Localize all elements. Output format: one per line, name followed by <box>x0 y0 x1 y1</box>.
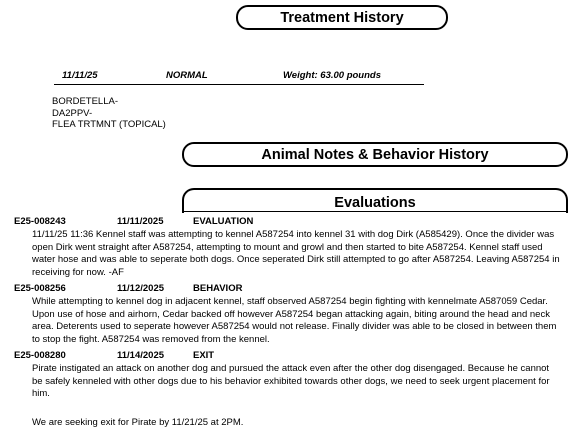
evaluations-divider <box>182 211 568 212</box>
closing-note: We are seeking exit for Pirate by 11/21/25 at 2PM. <box>32 417 244 428</box>
evaluation-type: EXIT <box>193 350 215 361</box>
evaluation-text: 11/11/25 11:36 Kennel staff was attempting to kennel A587254 into kennel 31 with dog Dirk (A585429). Once the divider was open Dirk went straight after A587254, attempting to mount and growl and then started to bite A587254. Kennel staff used water hose and was able to seperate both dogs. Once seperated Dirk still attempted to go after A587254. Leaving A587254 in receiving for now. -AF <box>32 229 560 278</box>
evaluations-header <box>182 188 568 213</box>
evaluation-id: E25-008243 <box>14 216 66 227</box>
treatment-item: FLEA TRTMNT (TOPICAL) <box>52 119 166 130</box>
treatment-date: 11/11/25 <box>62 70 98 81</box>
treatment-status: NORMAL <box>166 70 208 81</box>
evaluation-id: E25-008256 <box>14 283 66 294</box>
treatment-history-title: Treatment History <box>280 10 404 26</box>
evaluation-type: BEHAVIOR <box>193 283 243 294</box>
evaluation-date: 11/12/2025 <box>117 283 165 294</box>
evaluations-title: Evaluations <box>334 195 416 211</box>
treatment-divider <box>54 84 424 85</box>
animal-notes-header <box>182 142 568 167</box>
evaluation-text: While attempting to kennel dog in adjacent kennel, staff observed A587254 begin fighting with kennelmate A587059 Cedar. Upon use of hose and airhorn, Cedar backed off however A587254 began attacking again, biting around the head and neck area. Deterents used to seperate however A587254 would not release. Finally divider was able to be closed in between them to stop the fight. A587254 was removed from the kennel. <box>32 296 557 345</box>
evaluation-date: 11/14/2025 <box>117 350 165 361</box>
treatment-item: DA2PPV- <box>52 107 93 119</box>
evaluation-text: Pirate instigated an attack on another dog and pursued the attack even after the other dog disengaged. Because he cannot be safely kenneled with other dogs due to his behavior exhibited towards other dogs, we need to seek urgent placement for him. <box>32 363 550 400</box>
animal-notes-title: Animal Notes & Behavior History <box>261 147 489 163</box>
treatment-item: BORDETELLA- <box>52 96 118 107</box>
evaluation-id: E25-008280 <box>14 350 66 361</box>
treatment-weight: Weight: 63.00 pounds <box>283 70 382 81</box>
treatment-history-header <box>236 5 448 30</box>
treatment-item-list <box>52 96 166 131</box>
evaluation-type: EVALUATION <box>193 216 254 227</box>
evaluation-date: 11/11/2025 <box>117 216 164 227</box>
